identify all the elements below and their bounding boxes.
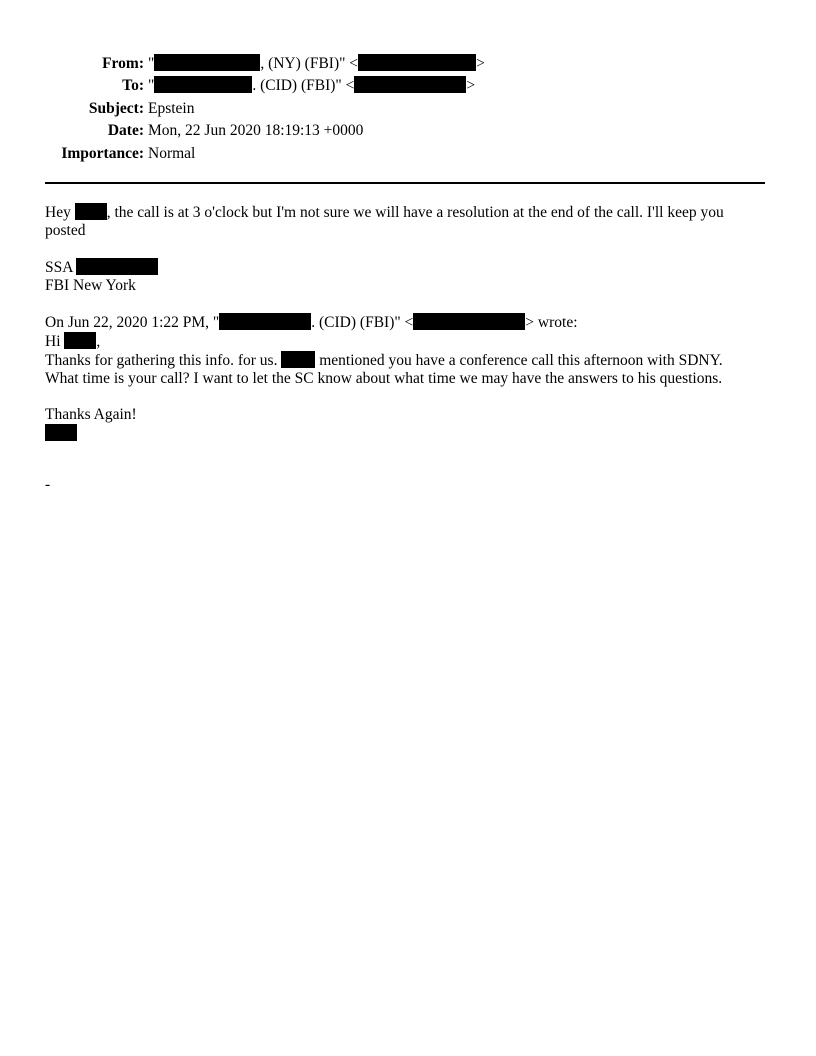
trailing-dash: - [45, 476, 51, 493]
importance-row [0, 143, 816, 165]
from-row [0, 53, 816, 75]
redaction-box [358, 54, 476, 71]
email-header [0, 53, 816, 165]
to-value: " . (CID) (FBI)" < > [148, 77, 476, 95]
quote-intro: On Jun 22, 2020 1:22 PM, " . (CID) (FBI)" < > wrote: [45, 314, 578, 331]
subject-label: Subject: [88, 99, 144, 117]
subject-value: Epstein [148, 99, 195, 117]
redaction-box [75, 203, 107, 220]
redaction-box [64, 332, 96, 349]
redaction-box [76, 258, 158, 275]
subject-row [0, 98, 816, 120]
redaction-box [154, 54, 260, 71]
importance-label: Importance: [61, 144, 144, 162]
quote-line-2: What time is your call? I want to let the SC know about what time we may have the answers to his questions. [45, 370, 723, 387]
redaction-box [219, 313, 311, 330]
redaction-box [281, 351, 315, 368]
to-label: To: [122, 77, 144, 95]
date-label: Date: [107, 122, 144, 140]
redaction-box [45, 424, 77, 441]
quote-thanks: Thanks Again! [45, 406, 137, 423]
quote-line-1: Thanks for gathering this info. for us. mentioned you have a conference call this afternoon with SDNY. [45, 352, 723, 369]
signature-title: SSA [45, 258, 765, 277]
redaction-box [354, 76, 466, 93]
email-body [45, 203, 765, 443]
redaction-box [413, 313, 525, 330]
quote-greeting: Hi , [45, 333, 101, 350]
reply-message: Hey , the call is at 3 o'clock but I'm not sure we will have a resolution at the end of the call. I'll keep you posted [45, 204, 724, 239]
quote-signature [45, 424, 765, 443]
header-divider [45, 182, 765, 184]
from-value: " , (NY) (FBI)" < > [148, 55, 485, 72]
date-row [0, 120, 816, 142]
date-value: Mon, 22 Jun 2020 18:19:13 +0000 [148, 122, 364, 140]
from-label: From: [102, 55, 144, 72]
to-row [0, 75, 816, 97]
importance-value: Normal [148, 144, 196, 162]
signature-office: FBI New York [45, 277, 136, 294]
redaction-box [154, 76, 252, 93]
